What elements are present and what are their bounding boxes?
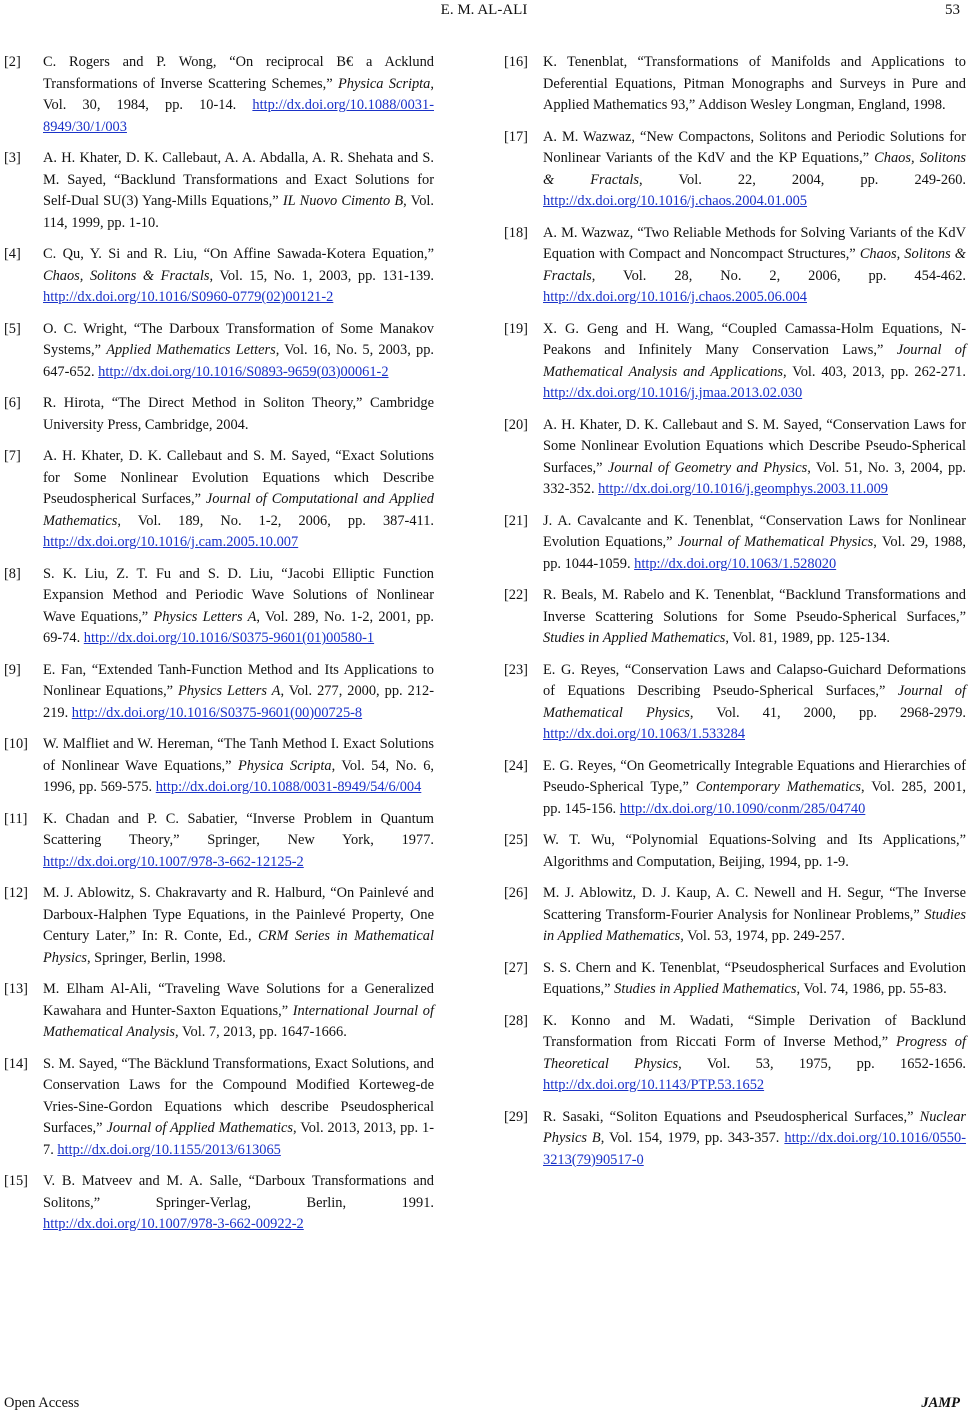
doi-link[interactable]: http://dx.doi.org/10.1088/0031-8949/54/6/004 bbox=[155, 779, 422, 795]
reference-source: CRM Series in Mathematical Physics bbox=[43, 928, 435, 966]
reference-entry bbox=[504, 319, 966, 405]
doi-link[interactable]: http://dx.doi.org/10.1016/j.jmaa.2013.02.030 bbox=[543, 385, 803, 401]
reference-text: E. G. Reyes, “On Geometrically Integrable Equations and Hierarchies of Pseudo-Spherical Type,” bbox=[543, 757, 966, 795]
page-number: 53 bbox=[945, 2, 960, 18]
reference-text: K. Chadan and P. C. Sabatier, “Inverse Problem in Quantum Scattering Theory,” Springer, New York, 1977. bbox=[43, 810, 434, 848]
reference-text: S. S. Chern and K. Tenenblat, “Pseudospherical Surfaces and Evolution Equations,” bbox=[543, 959, 966, 997]
reference-entry bbox=[4, 52, 434, 138]
doi-link[interactable]: http://dx.doi.org/10.1088/0031-8949/30/1/003 bbox=[43, 97, 434, 135]
reference-number: [26] bbox=[504, 885, 528, 901]
reference-text: K. Konno and M. Wadati, “Simple Derivation of Backlund Transformation from Riccati Form of Inverse Method,” bbox=[543, 1012, 966, 1050]
doi-link[interactable]: http://dx.doi.org/10.1063/1.528020 bbox=[634, 555, 837, 572]
reference-number: [23] bbox=[504, 661, 528, 678]
reference-text: M. Elham Al-Ali, “Traveling Wave Solutions for a Generalized Kawahara and Hunter-Saxton Equations,” bbox=[43, 981, 434, 1019]
reference-entry bbox=[4, 446, 434, 554]
reference-text: K. Tenenblat, “Transformations of Manifolds and Applications to Deferential Equations, Pitman Monographs and Surveys in Pure and Applied Mathematics 93,” Addison Wesley Longman, England, 1998. bbox=[543, 54, 966, 113]
doi-link[interactable]: http://dx.doi.org/10.1007/978-3-662-00922-2 bbox=[43, 1216, 304, 1232]
reference-entry bbox=[4, 148, 434, 234]
doi-link[interactable]: http://dx.doi.org/10.1016/S0893-9659(03)00061-2 bbox=[98, 363, 389, 380]
reference-details: , Vol. 41, 2000, pp. 2968-2979. bbox=[689, 704, 966, 721]
reference-entry bbox=[504, 511, 966, 576]
reference-details: , Vol. 51, No. 3, 2004, pp. 332-352. bbox=[543, 459, 966, 497]
reference-source: Chaos, Solitons & Fractals bbox=[543, 150, 966, 188]
reference-details: , Vol. 15, No. 1, 2003, pp. 131-139. bbox=[209, 267, 434, 284]
reference-number: [14] bbox=[4, 1055, 28, 1072]
reference-number: [16] bbox=[504, 54, 528, 70]
reference-entry bbox=[504, 958, 966, 1001]
reference-details: , Vol. 2013, 2013, pp. 1-7. bbox=[43, 1120, 434, 1158]
reference-entry bbox=[4, 1171, 434, 1236]
reference-number: [15] bbox=[4, 1173, 28, 1189]
reference-text: A. H. Khater, D. K. Callebaut, A. A. Abdalla, A. R. Shehata and S. M. Sayed, “Backlund Transformations and Exact Solutions for Self-Dual SU(3) Yang-Mills Equations,” bbox=[43, 150, 434, 209]
reference-details: , Vol. 53, 1975, pp. 1652-1656. bbox=[678, 1055, 966, 1072]
reference-text: X. G. Geng and H. Wang, “Coupled Camassa-Holm Equations, N-Peakons and Infinitely Many Conservation Laws,” bbox=[543, 320, 966, 358]
reference-text: A. H. Khater, D. K. Callebaut and S. M. Sayed, “Exact Solutions for Some Nonlinear Evolution Equations which Describe Pseudospherical Surfaces,” bbox=[43, 448, 434, 507]
reference-details: , Vol. 29, 1988, pp. 1044-1059. bbox=[543, 534, 967, 572]
reference-details: , Vol. 22, 2004, pp. 249-260. bbox=[639, 171, 966, 188]
reference-entry bbox=[4, 319, 434, 384]
reference-number: [27] bbox=[504, 959, 528, 976]
reference-text: R. Beals, M. Rabelo and K. Tenenblat, “Backlund Transformations and Inverse Scattering Solutions for Some Pseudo-Spherical Surfaces,” bbox=[543, 587, 966, 625]
reference-number: [7] bbox=[4, 448, 21, 464]
reference-source: Progress of Theoretical Physics bbox=[543, 1034, 966, 1072]
reference-source: Physica Scripta bbox=[238, 757, 332, 774]
reference-number: [6] bbox=[4, 395, 21, 411]
reference-details: , Vol. 53, 1974, pp. 249-257. bbox=[680, 928, 845, 944]
reference-text: R. Sasaki, “Soliton Equations and Pseudospherical Surfaces,” bbox=[543, 1108, 920, 1125]
reference-details: , Vol. 81, 1989, pp. 125-134. bbox=[725, 630, 890, 646]
reference-entry bbox=[504, 127, 966, 213]
reference-number: [2] bbox=[4, 54, 21, 70]
reference-details: , Vol. 54, No. 6, 1996, pp. 569-575. bbox=[43, 757, 434, 795]
reference-source: Physics Letters A bbox=[178, 683, 281, 699]
reference-entry bbox=[4, 564, 434, 650]
reference-source: Studies in Applied Mathematics bbox=[614, 981, 797, 997]
reference-entry bbox=[4, 883, 434, 969]
doi-link[interactable]: http://dx.doi.org/10.1063/1.533284 bbox=[543, 726, 746, 742]
reference-number: [11] bbox=[4, 810, 28, 827]
reference-source: Journal of Geometry and Physics bbox=[607, 459, 808, 476]
reference-number: [10] bbox=[4, 736, 28, 752]
reference-source: International Journal of Mathematical Analysis bbox=[43, 1002, 434, 1040]
doi-link[interactable]: http://dx.doi.org/10.1016/j.chaos.2004.01.005 bbox=[543, 193, 807, 209]
reference-number: [13] bbox=[4, 981, 28, 997]
reference-entry bbox=[504, 756, 966, 821]
reference-text: A. M. Wazwaz, “Two Reliable Methods for Solving Variants of the KdV Equation with Compact and Noncompact Structures,” bbox=[543, 224, 966, 262]
reference-text: O. C. Wright, “The Darboux Transformation of Some Manakov Systems,” bbox=[43, 320, 434, 358]
reference-entry bbox=[504, 883, 966, 948]
reference-number: [29] bbox=[504, 1108, 528, 1125]
reference-text: C. Rogers and P. Wong, “On reciprocal B€ a Acklund Transformations of Inverse Scattering Schemes,” bbox=[43, 54, 434, 92]
reference-source: Nuclear Physics B bbox=[543, 1108, 966, 1146]
doi-link[interactable]: http://dx.doi.org/10.1016/j.cam.2005.10.007 bbox=[43, 534, 299, 550]
reference-entry bbox=[504, 660, 966, 746]
reference-source: Chaos, Solitons & Fractals bbox=[43, 267, 210, 284]
reference-number: [20] bbox=[504, 416, 528, 433]
reference-number: [25] bbox=[504, 832, 528, 848]
doi-link[interactable]: http://dx.doi.org/10.1016/j.geomphys.2003.11.009 bbox=[598, 481, 888, 497]
doi-link[interactable]: http://dx.doi.org/10.1016/S0960-0779(02)00121-2 bbox=[43, 289, 334, 305]
reference-text: W. Malfliet and W. Hereman, “The Tanh Method I. Exact Solutions of Nonlinear Wave Equations,” bbox=[43, 736, 434, 774]
reference-number: [8] bbox=[4, 565, 21, 582]
reference-entry bbox=[4, 1054, 434, 1162]
reference-number: [18] bbox=[504, 224, 528, 241]
reference-details: , Vol. 7, 2013, pp. 1647-1666. bbox=[175, 1024, 347, 1040]
doi-link[interactable]: http://dx.doi.org/10.1155/2013/613065 bbox=[57, 1141, 281, 1158]
footer-journal: JAMP bbox=[921, 1395, 960, 1411]
reference-source: Journal of Mathematical Analysis and Applications bbox=[543, 342, 966, 380]
reference-text: J. A. Cavalcante and K. Tenenblat, “Conservation Laws for Nonlinear Evolution Equations,” bbox=[543, 512, 966, 550]
reference-source: Applied Mathematics Letters bbox=[106, 342, 276, 358]
running-header: E. M. AL-ALI bbox=[440, 2, 528, 18]
reference-details: , Vol. 285, 2001, pp. 145-156. bbox=[543, 779, 966, 817]
reference-entry bbox=[504, 223, 966, 309]
reference-number: [22] bbox=[504, 587, 528, 603]
reference-source: Journal of Mathematical Physics bbox=[677, 534, 874, 550]
reference-details: , Vol. 189, No. 1-2, 2006, pp. 387-411. bbox=[117, 512, 434, 529]
reference-details: , Vol. 277, 2000, pp. 212-219. bbox=[43, 683, 434, 721]
doi-link[interactable]: http://dx.doi.org/10.1016/S0375-9601(01)00580-1 bbox=[83, 630, 375, 646]
reference-text: R. Hirota, “The Direct Method in Soliton Theory,” Cambridge University Press, Cambridge, 2004. bbox=[43, 395, 434, 433]
reference-number: [21] bbox=[504, 512, 528, 529]
reference-entry bbox=[4, 244, 434, 309]
reference-source: Physica Scripta bbox=[337, 75, 431, 92]
reference-text: S. M. Sayed, “The Bäcklund Transformations, Exact Solutions, and Conservation Laws for the Compound Modified Korteweg-de Vries-Sine-Gordon Equations which describe Pseudospherical Surfaces,” bbox=[43, 1055, 434, 1136]
doi-link[interactable]: http://dx.doi.org/10.1016/j.chaos.2005.06.004 bbox=[543, 289, 807, 305]
reference-text: A. H. Khater, D. K. Callebaut and S. M. Sayed, “Conservation Laws for Some Nonlinear Evolution Equations which Describe Pseudo-Spherical Surfaces,” bbox=[543, 416, 966, 476]
reference-details: , Vol. 154, 1979, pp. 343-357. bbox=[600, 1130, 785, 1146]
reference-entry bbox=[504, 1011, 966, 1097]
reference-number: [12] bbox=[4, 885, 28, 901]
reference-source: Journal of Applied Mathematics bbox=[106, 1120, 293, 1136]
reference-text: V. B. Matveev and M. A. Salle, “Darboux Transformations and Solitons,” Springer-Verlag, Berlin, 1991. bbox=[43, 1173, 434, 1211]
reference-source: Journal of Computational and Applied Mathematics bbox=[43, 491, 434, 529]
reference-entry bbox=[4, 809, 434, 874]
reference-text: A. M. Wazwaz, “New Compactons, Solitons and Periodic Solutions for Nonlinear Variants of the KdV and the KP Equations,” bbox=[543, 128, 966, 166]
doi-link[interactable]: http://dx.doi.org/10.1143/PTP.53.1652 bbox=[543, 1077, 765, 1093]
reference-number: [9] bbox=[4, 661, 21, 678]
reference-text: S. K. Liu, Z. T. Fu and S. D. Liu, “Jacobi Elliptic Function Expansion Method and Periodic Wave Solutions of Nonlinear Wave Equations,” bbox=[43, 565, 434, 625]
reference-details: , Vol. 289, No. 1-2, 2001, pp. 69-74. bbox=[43, 608, 434, 646]
doi-link[interactable]: http://dx.doi.org/10.1016/0550-3213(79)90517-0 bbox=[543, 1130, 966, 1168]
reference-text: M. J. Ablowitz, D. J. Kaup, A. C. Newell and H. Segur, “The Inverse Scattering Transform-Fourier Analysis for Nonlinear Problems,” bbox=[543, 885, 966, 923]
reference-details: , Vol. 28, No. 2, 2006, pp. 454-462. bbox=[591, 267, 966, 284]
reference-entry bbox=[504, 1107, 966, 1172]
reference-entry bbox=[4, 660, 434, 725]
reference-number: [3] bbox=[4, 150, 21, 166]
doi-link[interactable]: http://dx.doi.org/10.1090/conm/285/04740 bbox=[619, 800, 866, 817]
reference-details: , Springer, Berlin, 1998. bbox=[86, 949, 226, 966]
doi-link[interactable]: http://dx.doi.org/10.1016/S0375-9601(00)00725-8 bbox=[71, 704, 363, 721]
reference-details: , Vol. 74, 1986, pp. 55-83. bbox=[796, 981, 947, 997]
reference-entry bbox=[4, 979, 434, 1044]
reference-source: Physics Letters A bbox=[153, 608, 257, 625]
footer-open-access: Open Access bbox=[4, 1395, 80, 1411]
reference-entry bbox=[504, 830, 966, 873]
reference-entry bbox=[504, 585, 966, 650]
reference-entry bbox=[4, 393, 434, 436]
reference-source: Contemporary Mathematics bbox=[695, 779, 862, 795]
reference-number: [17] bbox=[504, 128, 528, 145]
reference-number: [4] bbox=[4, 246, 21, 262]
reference-entry bbox=[504, 52, 966, 117]
reference-number: [28] bbox=[504, 1012, 528, 1029]
reference-entry bbox=[504, 415, 966, 501]
reference-text: E. G. Reyes, “Conservation Laws and Calapso-Guichard Deformations of Equations Describing Pseudo-Spherical Surfaces,” bbox=[543, 661, 966, 699]
reference-text: E. Fan, “Extended Tanh-Function Method and Its Applications to Nonlinear Equations,” bbox=[43, 661, 434, 699]
reference-source: Journal of Mathematical Physics bbox=[543, 683, 966, 721]
reference-source: Studies in Applied Mathematics bbox=[543, 630, 726, 646]
reference-source: Chaos, Solitons & Fractals bbox=[543, 246, 966, 284]
doi-link[interactable]: http://dx.doi.org/10.1007/978-3-662-12125-2 bbox=[43, 853, 304, 870]
reference-text: C. Qu, Y. Si and R. Liu, “On Affine Sawada-Kotera Equation,” bbox=[43, 246, 434, 262]
reference-details: , Vol. 403, 2013, pp. 262-271. bbox=[783, 363, 966, 380]
reference-source: Studies in Applied Mathematics bbox=[543, 906, 966, 944]
reference-source: IL Nuovo Cimento B bbox=[282, 193, 404, 209]
reference-number: [24] bbox=[504, 757, 528, 774]
reference-number: [5] bbox=[4, 320, 21, 337]
reference-text: W. T. Wu, “Polynomial Equations-Solving and Its Applications,” Algorithms and Computation, Beijing, 1994, pp. 1-9. bbox=[543, 832, 966, 870]
reference-number: [19] bbox=[504, 320, 528, 337]
references-left-column bbox=[4, 52, 434, 1246]
references-right-column bbox=[504, 52, 966, 1181]
reference-details: , Vol. 16, No. 5, 2003, pp. 647-652. bbox=[43, 342, 435, 380]
reference-entry bbox=[4, 734, 434, 799]
reference-text: M. J. Ablowitz, S. Chakravarty and R. Halburd, “On Painlevé and Darboux-Halphen Type Equations, in the Painlevé Property, One Century Later,” In: R. Conte, Ed., bbox=[43, 885, 434, 944]
reference-details: , Vol. 30, 1984, pp. 10-14. bbox=[43, 75, 434, 113]
reference-details: , Vol. 114, 1999, pp. 1-10. bbox=[43, 193, 435, 231]
